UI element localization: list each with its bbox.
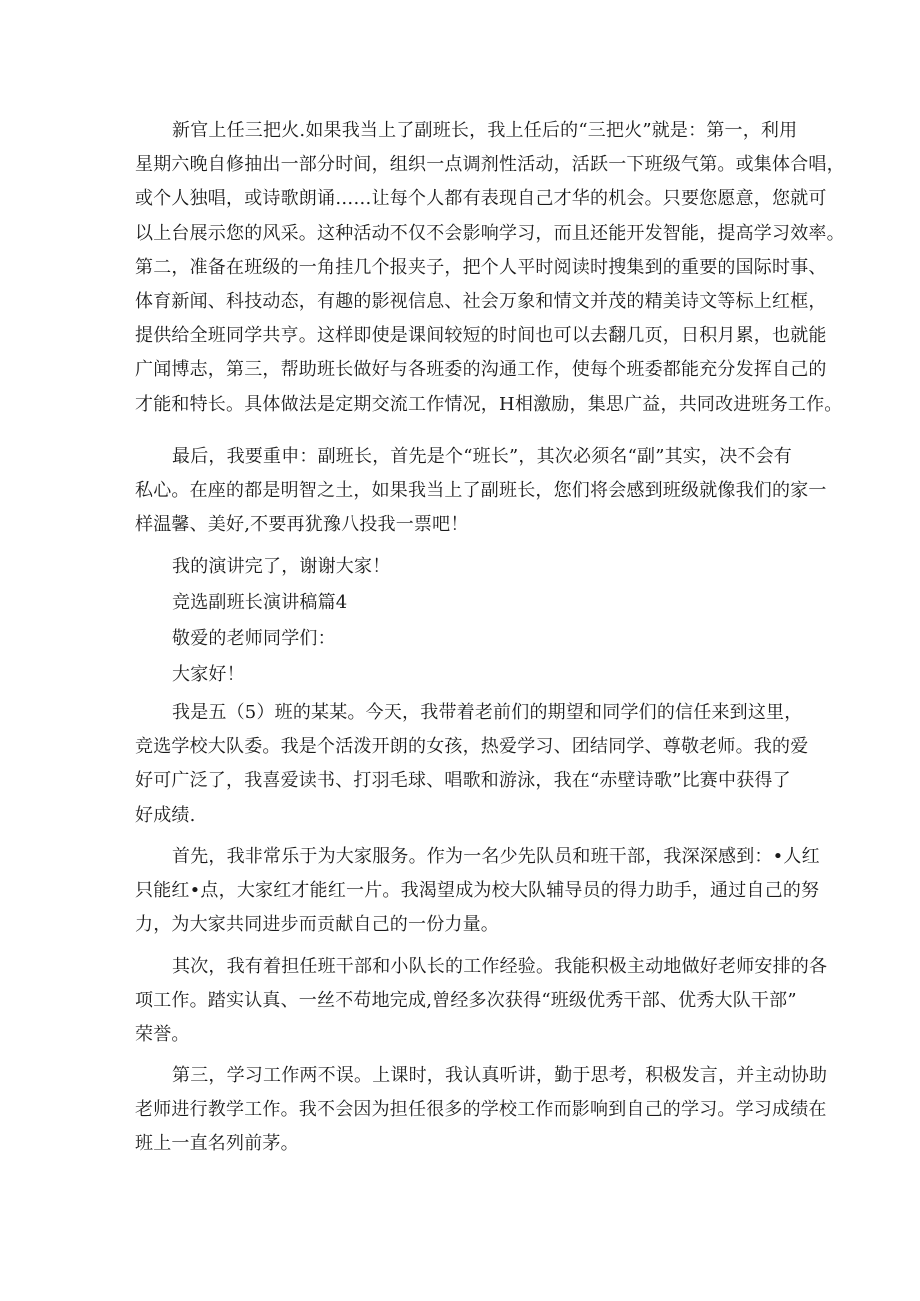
greeting-hello — [172, 658, 782, 692]
text-line: 第三，学习工作两不误。上课时，我认真听讲，勤于思考，积极发言，并主动协助 — [172, 1065, 828, 1086]
text-line: 只能红•点，大家红才能红一片。我渴望成为校大队辅导员的得力助手，通过自己的努 — [135, 880, 820, 902]
section-heading — [172, 586, 782, 620]
text-line: 我是五（5）班的某某。今天，我带着老前们的期望和同学们的信任来到这里， — [172, 702, 803, 723]
paragraph-third-point — [135, 1059, 828, 1162]
text-line: 第二，准备在班级的一角挂几个报夹子，把个人平时阅读时搜集到的重要的国际时事、 — [135, 256, 827, 278]
paragraph-introduction — [135, 696, 809, 833]
text-line: 好成绩. — [135, 804, 196, 826]
text-line: 首先，我非常乐于为大家服务。作为一名少先队员和班干部，我深深感到：•人红 — [172, 846, 820, 867]
text-line: 老师进行教学工作。我不会因为担任很多的学校工作而影响到自己的学习。学习成绩在 — [135, 1099, 827, 1121]
paragraph-second-point — [135, 950, 828, 1053]
greeting-salutation — [172, 622, 782, 656]
text-line: 项工作。踏实认真、一丝不苟地完成,曾经多次获得“班级优秀干部、优秀大队干部” — [135, 990, 797, 1012]
text-line: 或个人独唱，或诗歌朗诵……让每个人都有表现自己才华的机会。只要您愿意，您就可 — [135, 188, 827, 210]
text-line: 力，为大家共同进步而贡献自己的一份力量。 — [135, 914, 499, 936]
text-line: 最后，我要重申：副班长，首先是个“班长”，其次必须名“副”其实，决不会有 — [172, 446, 793, 467]
text-line: 大家好！ — [172, 664, 245, 685]
text-line: 才能和特长。具体做法是定期交流工作情况，H相激励，集思广益，共同改进班务工作。 — [135, 393, 843, 415]
text-line: 好可广泛了，我喜爱读书、打羽毛球、唱歌和游泳，我在“赤壁诗歌”比赛中获得了 — [135, 770, 791, 792]
heading-line: 竞选副班长演讲稿篇4 — [172, 592, 348, 613]
text-line: 竞选学校大队委。我是个活泼开朗的女孩，热爱学习、团结同学、尊敬老师。我的爱 — [135, 736, 809, 758]
paragraph-three-fires — [135, 114, 845, 422]
paragraph-thanks — [172, 550, 782, 584]
text-line: 班上一直名列前茅。 — [135, 1133, 299, 1155]
text-line: 新官上任三把火.如果我当上了副班长，我上任后的“三把火”就是：第一，利用 — [172, 120, 798, 141]
text-line: 私心。在座的都是明智之土，如果我当上了副班长，您们将会感到班级就像我们的家一 — [135, 480, 827, 502]
text-line: 星期六晚自修抽出一部分时间，组织一点调剂性活动，活跃一下班级气第。或集体合唱， — [135, 154, 845, 176]
text-line: 提供给全班同学共亨。这样即使是课间较短的时间也可以去翻几页，日积月累，也就能 — [135, 325, 827, 347]
text-line: 广闻博志，第三，帮助班长做好与各班委的沟通工作，使每个班委都能充分发挥自己的 — [135, 359, 827, 381]
text-line: 样温馨、美好,不要再犹豫八投我一票吧！ — [135, 514, 469, 536]
text-line: 其次，我有着担任班干部和小队长的工作经验。我能积极主动地做好老师安排的各 — [172, 956, 828, 977]
text-line: 荣誉。 — [135, 1024, 190, 1046]
text-line: 以上台展示您的风采。这种活动不仅不会影响学习，而且还能开发智能，提高学习效率。 — [135, 222, 845, 244]
text-line: 我的演讲完了，谢谢大家！ — [172, 556, 391, 577]
paragraph-first-point — [135, 840, 820, 943]
paragraph-conclusion — [135, 440, 827, 543]
text-line: 体育新闻、科技动态，有趣的影视信息、社会万象和情文并茂的精美诗文等标上红框， — [135, 290, 827, 312]
text-line: 敬爱的老师同学们： — [172, 628, 336, 649]
